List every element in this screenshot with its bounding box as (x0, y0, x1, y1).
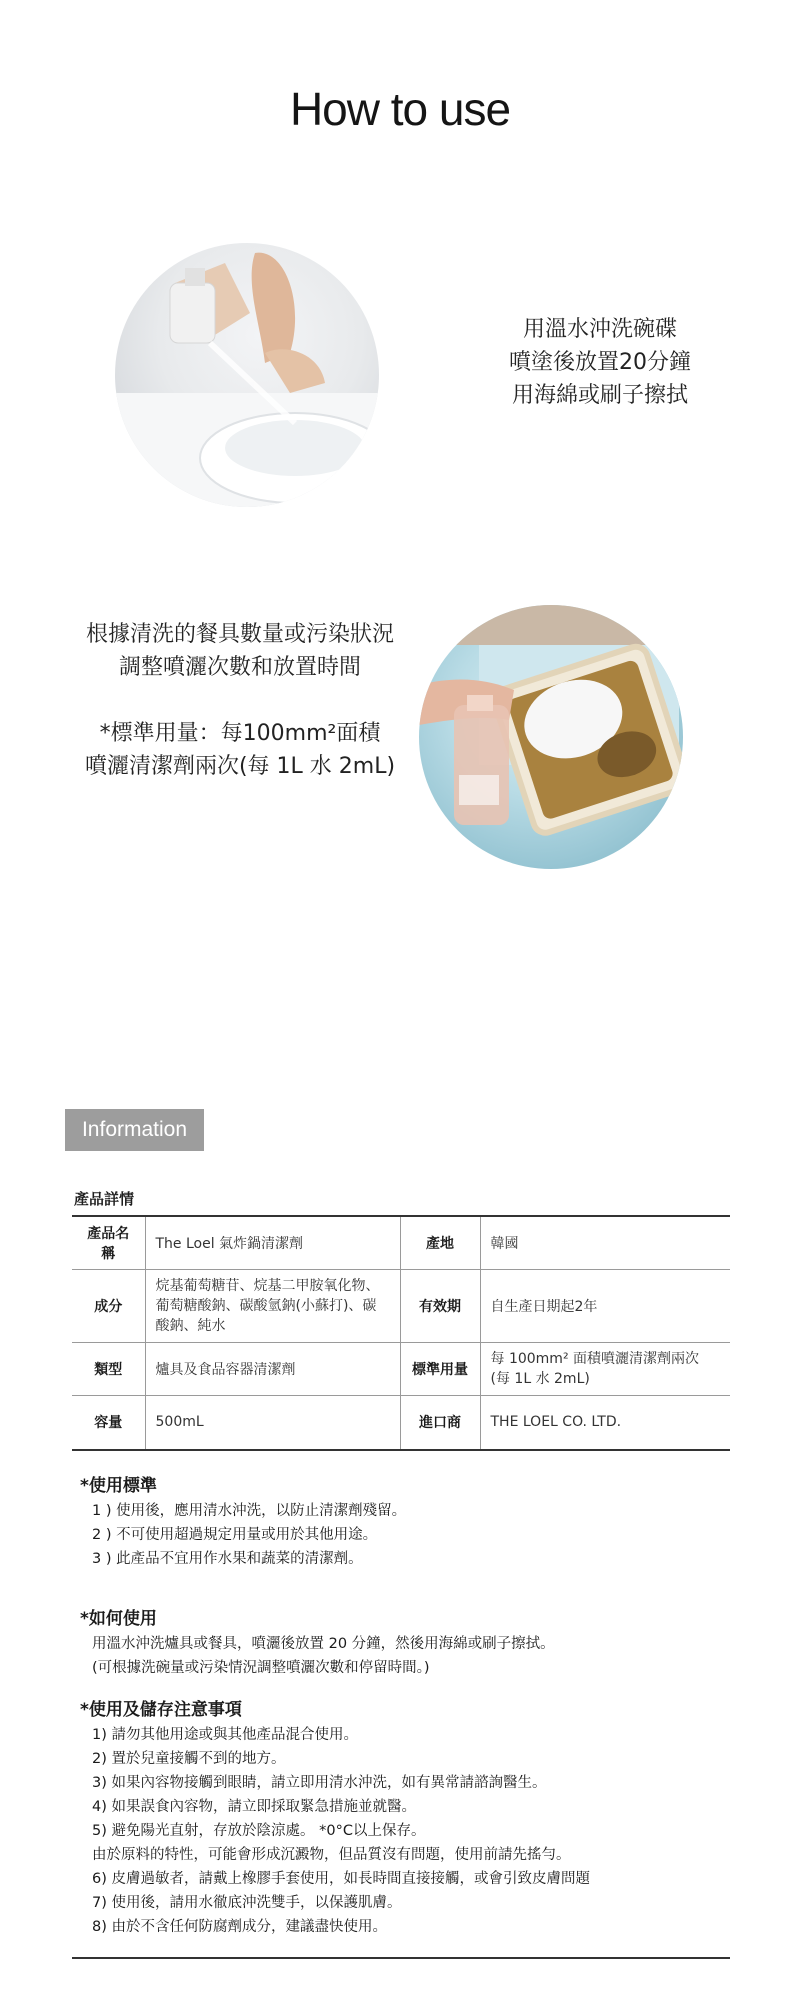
list-item: 4) 如果誤食內容物，請立即採取緊急措施並就醫。 (92, 1799, 416, 1815)
spec-label: 產地 (400, 1216, 480, 1270)
step1-instructions (470, 313, 730, 412)
cleaning-tray-photo (419, 605, 683, 869)
usage-standard-heading: *使用標準 (80, 1476, 157, 1496)
spec-value: 每 100mm² 面積噴灑清潔劑兩次 (每 1L 水 2mL) (480, 1343, 730, 1396)
spec-label: 有效期 (400, 1270, 480, 1343)
usage-line: 噴灑清潔劑兩次(每 1L 水 2mL) (84, 754, 396, 779)
spec-value: 500mL (145, 1396, 400, 1450)
spec-label: 類型 (72, 1343, 145, 1396)
usage-standard-section (80, 1473, 740, 1571)
spraying-bowl-illustration (115, 243, 379, 507)
step1-line: 用海綿或刷子擦拭 (511, 383, 688, 408)
page-title: How to use (289, 83, 511, 135)
spec-value: The Loel 氣炸鍋清潔劑 (145, 1216, 400, 1270)
usage-line: *標準用量：每100mm²面積 (99, 721, 381, 746)
spec-label: 成分 (72, 1270, 145, 1343)
step1-line: 噴塗後放置20分鐘 (509, 350, 691, 375)
list-item: 3) 如果內容物接觸到眼睛，請立即用清水沖洗，如有異常請諮詢醫生。 (92, 1775, 547, 1791)
list-item: 3 ) 此產品不宜用作水果和蔬菜的清潔劑。 (92, 1551, 363, 1567)
caution-heading: *使用及儲存注意事項 (80, 1700, 242, 1720)
spec-value: THE LOEL CO. LTD. (480, 1396, 730, 1450)
spec-value: 爐具及食品容器清潔劑 (145, 1343, 400, 1396)
list-item: 由於原料的特性，可能會形成沉澱物，但品質沒有問題，使用前請先搖勻。 (92, 1847, 571, 1863)
spec-label: 進口商 (400, 1396, 480, 1450)
list-item: 5) 避免陽光直射，存放於陰涼處。 *0°C以上保存。 (92, 1823, 426, 1839)
list-item: 6) 皮膚過敏者，請戴上橡膠手套使用，如長時間直接接觸，或會引致皮膚問題 (92, 1871, 590, 1887)
list-item: 用溫水沖洗爐具或餐具，噴灑後放置 20 分鐘，然後用海綿或刷子擦拭。 (92, 1636, 555, 1652)
list-item: 2 ) 不可使用超過規定用量或用於其他用途。 (92, 1527, 378, 1543)
step2-line: 根據清洗的餐具數量或污染狀況 (85, 622, 394, 647)
table-row (72, 1216, 730, 1270)
table-row (72, 1396, 730, 1450)
spec-value: 韓國 (480, 1216, 730, 1270)
how-to-use-section (80, 1606, 740, 1680)
list-item: 8) 由於不含任何防腐劑成分，建議盡快使用。 (92, 1919, 387, 1935)
step1-line: 用溫水沖洗碗碟 (522, 317, 677, 342)
spec-label: 產品名稱 (72, 1216, 145, 1270)
bottom-divider (72, 1957, 730, 1959)
spraying-bowl-photo (115, 243, 379, 507)
spec-value: 自生產日期起2年 (480, 1270, 730, 1343)
list-item: 7) 使用後，請用水徹底沖洗雙手，以保護肌膚。 (92, 1895, 402, 1911)
spec-label: 標準用量 (400, 1343, 480, 1396)
how-to-use-heading: *如何使用 (80, 1609, 157, 1629)
caution-section (80, 1697, 740, 1939)
spec-label: 容量 (72, 1396, 145, 1450)
product-details-table (72, 1215, 730, 1451)
list-item: 2) 置於兒童接觸不到的地方。 (92, 1751, 286, 1767)
list-item: (可根據洗碗量或污染情況調整噴灑次數和停留時間。) (92, 1660, 430, 1676)
table-row (72, 1343, 730, 1396)
list-item: 1 ) 使用後，應用清水沖洗，以防止清潔劑殘留。 (92, 1503, 407, 1519)
list-item: 1) 請勿其他用途或與其他產品混合使用。 (92, 1727, 358, 1743)
information-tab: Information (65, 1109, 204, 1151)
cleaning-tray-illustration (419, 605, 683, 869)
table-row (72, 1270, 730, 1343)
product-details-title: 產品詳情 (74, 1190, 135, 1208)
step2-line: 調整噴灑次數和放置時間 (118, 655, 361, 680)
step2-instructions (40, 618, 440, 783)
spec-value: 烷基葡萄糖苷、烷基二甲胺氧化物、葡萄糖酸鈉、碳酸氫鈉(小蘇打)、碳酸鈉、純水 (145, 1270, 400, 1343)
